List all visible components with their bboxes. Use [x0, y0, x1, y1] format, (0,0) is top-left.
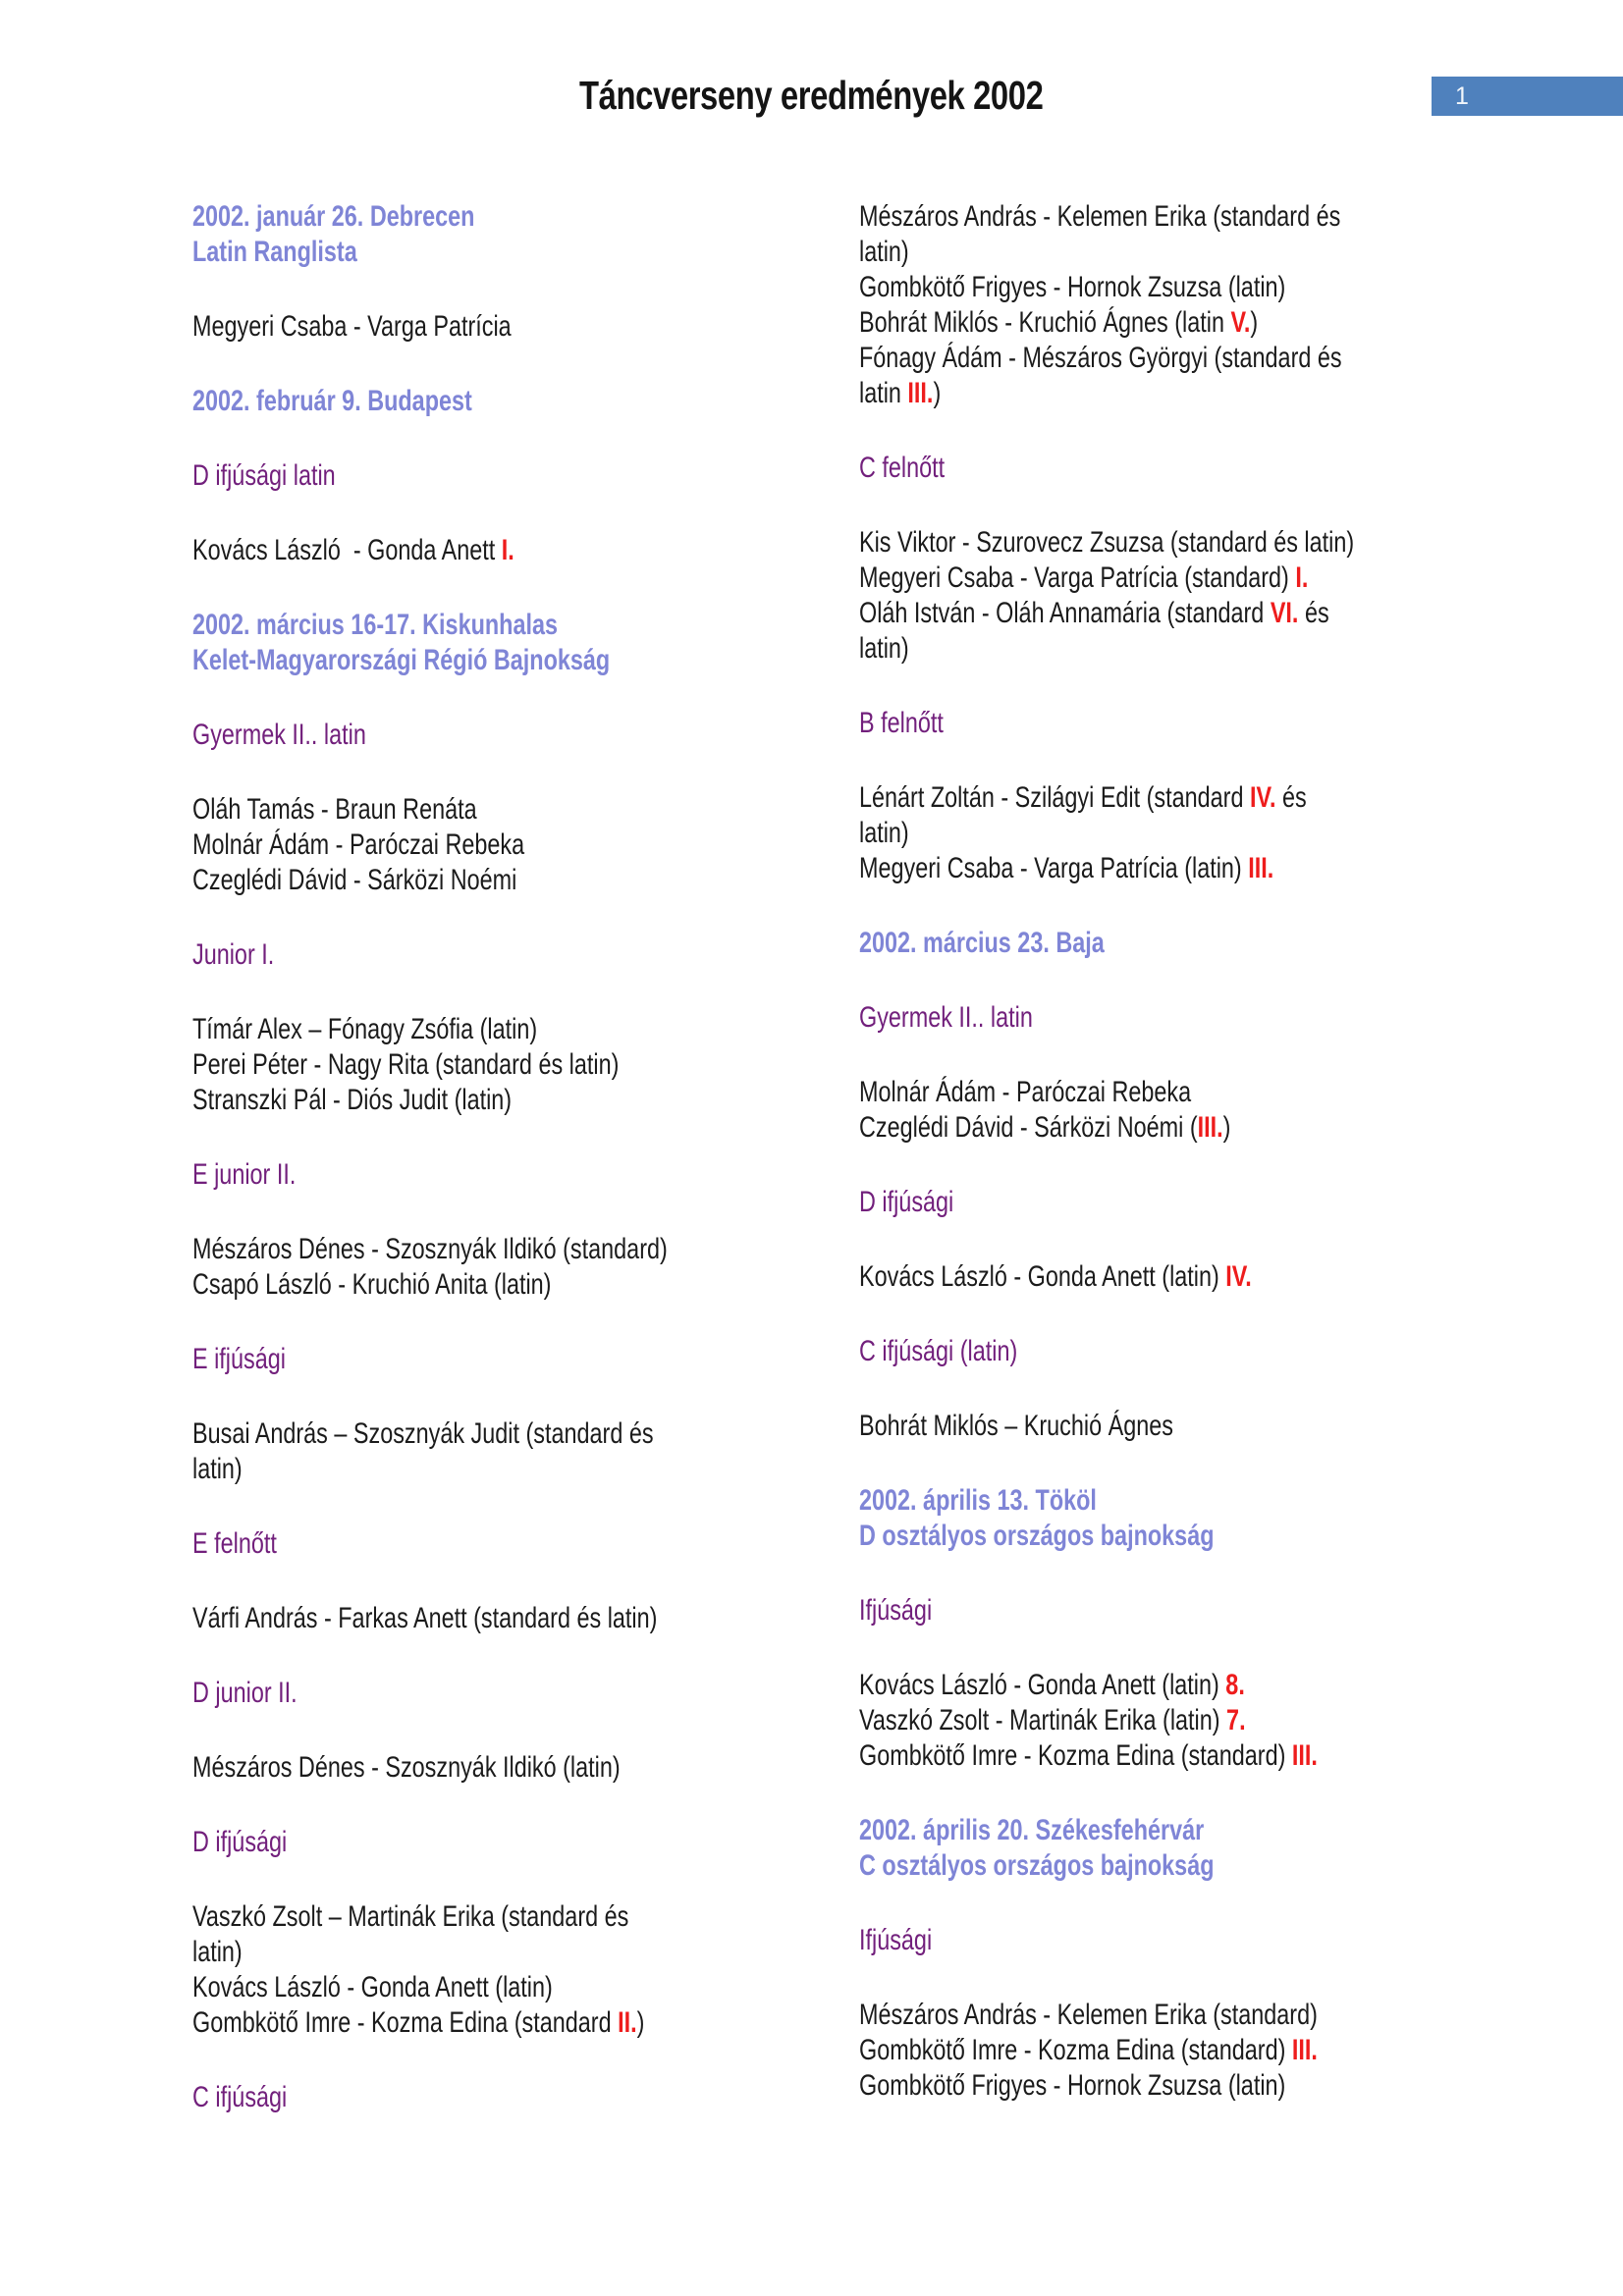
text-line	[859, 1110, 1445, 1146]
category-label	[192, 1825, 763, 1860]
page-number-badge	[1432, 77, 1623, 116]
event-heading	[859, 1813, 1445, 1884]
text-line	[859, 926, 1445, 961]
text-run: Mészáros Dénes - Szosznyák Ildikó (latin)	[192, 1751, 621, 1784]
text-run: D ifjúsági	[859, 1186, 954, 1218]
text-line	[859, 1519, 1445, 1554]
text-line	[859, 561, 1445, 596]
placement-result: III.	[907, 377, 934, 409]
text-line	[192, 1825, 763, 1860]
text-line	[859, 816, 1445, 851]
text-line	[192, 2005, 763, 2041]
text-line	[192, 1157, 763, 1193]
text-line	[192, 384, 763, 419]
text-line	[192, 1083, 763, 1118]
text-run: latin)	[859, 632, 909, 665]
text-run: Gombkötő Imre - Kozma Edina (standard)	[859, 2034, 1292, 2066]
text-line	[859, 1483, 1445, 1519]
category-label	[192, 458, 763, 494]
text-line	[859, 1738, 1445, 1774]
text-line	[192, 1970, 763, 2005]
text-line	[859, 199, 1445, 235]
results-group	[859, 1259, 1445, 1295]
text-line	[192, 643, 763, 678]
text-line	[859, 1185, 1445, 1220]
text-line	[192, 1416, 763, 1452]
text-run: )	[1222, 1111, 1231, 1144]
category-label	[859, 1185, 1445, 1220]
placement-result: VI.	[1270, 597, 1299, 629]
placement-result: 8.	[1225, 1669, 1245, 1701]
text-run: Oláh Tamás - Braun Renáta	[192, 793, 477, 826]
results-group	[859, 1075, 1445, 1146]
text-line	[192, 1601, 763, 1636]
results-group	[859, 1409, 1445, 1444]
text-run: Megyeri Csaba - Varga Patrícia (latin)	[859, 852, 1249, 884]
text-run: Kovács László - Gonda Anett (latin)	[192, 1971, 553, 2003]
text-line	[192, 1047, 763, 1083]
text-run: Molnár Ádám - Paróczai Rebeka	[859, 1076, 1192, 1108]
event-heading	[192, 199, 763, 270]
text-run: E ifjúsági	[192, 1343, 286, 1375]
placement-result: III.	[1248, 852, 1274, 884]
text-line	[192, 1899, 763, 1935]
placement-result: I.	[501, 534, 514, 566]
text-run: D ifjúsági latin	[192, 459, 336, 492]
category-label	[859, 1334, 1445, 1369]
text-run: Gyermek II.. latin	[859, 1001, 1033, 1034]
results-group	[859, 1668, 1445, 1774]
text-run: Stranszki Pál - Diós Judit (latin)	[192, 1084, 513, 1116]
text-line	[859, 451, 1445, 486]
text-run: )	[636, 2006, 645, 2039]
text-run: Czeglédi Dávid - Sárközi Noémi (	[859, 1111, 1198, 1144]
text-line	[859, 2068, 1445, 2104]
category-label	[192, 2080, 763, 2115]
category-label	[192, 1676, 763, 1711]
category-label	[192, 718, 763, 753]
text-run: Gyermek II.. latin	[192, 719, 366, 751]
text-run: Bohrát Miklós - Kruchió Ágnes (latin	[859, 306, 1231, 339]
text-run: 2002. április 13. Tököl	[859, 1484, 1097, 1517]
text-run: Mészáros András - Kelemen Erika (standard)	[859, 1999, 1318, 2031]
text-line	[859, 270, 1445, 305]
text-line	[192, 608, 763, 643]
text-line	[192, 718, 763, 753]
placement-result: III.	[1291, 1739, 1318, 1772]
document-title-text: Táncverseny eredmények 2002	[579, 73, 1044, 118]
results-group	[192, 1232, 763, 1303]
text-line	[859, 1923, 1445, 1958]
results-group	[192, 792, 763, 898]
text-line	[859, 341, 1445, 376]
text-run: Vaszkó Zsolt – Martinák Erika (standard és	[192, 1900, 629, 1933]
results-group	[859, 525, 1445, 667]
event-heading	[192, 608, 763, 678]
text-line	[859, 596, 1445, 631]
text-run: latin	[859, 377, 908, 409]
text-run: 2002. március 16-17. Kiskunhalas	[192, 609, 559, 641]
category-label	[192, 1157, 763, 1193]
text-line	[192, 1750, 763, 1786]
results-group	[192, 1750, 763, 1786]
text-run: Junior I.	[192, 938, 275, 971]
text-run: )	[933, 377, 942, 409]
text-line	[192, 1935, 763, 1970]
placement-result: V.	[1230, 306, 1251, 339]
text-run: Gombkötő Imre - Kozma Edina (standard	[192, 2006, 619, 2039]
results-group	[859, 780, 1445, 886]
text-run: Mészáros Dénes - Szosznyák Ildikó (standard)	[192, 1233, 668, 1265]
text-line	[859, 706, 1445, 741]
text-run: 2002. január 26. Debrecen	[192, 200, 475, 233]
placement-result: IV.	[1249, 781, 1276, 814]
text-run: Kovács László - Gonda Anett	[192, 534, 502, 566]
text-line	[859, 851, 1445, 886]
text-line	[859, 525, 1445, 561]
results-group	[859, 1998, 1445, 2104]
text-line	[192, 1342, 763, 1377]
text-line	[859, 1259, 1445, 1295]
text-run: C osztályos országos bajnokság	[859, 1849, 1215, 1882]
text-line	[859, 1813, 1445, 1848]
text-run: Busai András – Szosznyák Judit (standard és	[192, 1417, 654, 1450]
category-label	[859, 706, 1445, 741]
text-run: Csapó László - Kruchió Anita (latin)	[192, 1268, 552, 1301]
text-line	[192, 792, 763, 828]
category-label	[859, 451, 1445, 486]
text-run: E felnőtt	[192, 1527, 277, 1560]
text-run: 2002. március 23. Baja	[859, 927, 1105, 959]
text-run: latin)	[192, 1936, 243, 1968]
text-run: Latin Ranglista	[192, 236, 357, 268]
text-line	[192, 1452, 763, 1487]
text-run: 2002. február 9. Budapest	[192, 385, 472, 417]
text-line	[192, 1267, 763, 1303]
text-run: B felnőtt	[859, 707, 944, 739]
text-run: Várfi András - Farkas Anett (standard és latin)	[192, 1602, 658, 1634]
text-run: Kovács László - Gonda Anett (latin)	[859, 1260, 1226, 1293]
text-run: Kelet-Magyarországi Régió Bajnokság	[192, 644, 611, 676]
text-run: 2002. április 20. Székesfehérvár	[859, 1814, 1205, 1846]
text-line	[192, 863, 763, 898]
text-line	[859, 1000, 1445, 1036]
text-line	[859, 780, 1445, 816]
text-run: Czeglédi Dávid - Sárközi Noémi	[192, 864, 517, 896]
document-title	[0, 73, 1623, 119]
text-run: Tímár Alex – Fónagy Zsófia (latin)	[192, 1013, 538, 1045]
event-heading	[859, 1483, 1445, 1554]
text-run: Megyeri Csaba - Varga Patrícia	[192, 310, 512, 343]
placement-result: III.	[1197, 1111, 1223, 1144]
text-run: és	[1298, 597, 1329, 629]
text-run: Vaszkó Zsolt - Martinák Erika (latin)	[859, 1704, 1227, 1736]
text-line	[859, 1668, 1445, 1703]
text-line	[192, 309, 763, 345]
text-run: C ifjúsági (latin)	[859, 1335, 1018, 1367]
text-line	[192, 1676, 763, 1711]
placement-result: IV.	[1225, 1260, 1252, 1293]
text-run: C ifjúsági	[192, 2081, 288, 2113]
category-label	[192, 1342, 763, 1377]
text-run: Kovács László - Gonda Anett (latin)	[859, 1669, 1226, 1701]
text-run: )	[1250, 306, 1259, 339]
text-line	[192, 533, 763, 568]
text-run: D junior II.	[192, 1677, 298, 1709]
text-run: Ifjúsági	[859, 1924, 933, 1956]
results-group	[192, 309, 763, 345]
text-run: D osztályos országos bajnokság	[859, 1520, 1215, 1552]
text-line	[192, 937, 763, 973]
text-run: Gombkötő Frigyes - Hornok Zsuzsa (latin)	[859, 2069, 1286, 2102]
page-number: 1	[1455, 82, 1469, 110]
text-line	[859, 631, 1445, 667]
results-group	[859, 199, 1445, 411]
placement-result: I.	[1295, 561, 1309, 594]
text-run: D ifjúsági	[192, 1826, 288, 1858]
text-run: Bohrát Miklós – Kruchió Ágnes	[859, 1410, 1173, 1442]
results-group	[192, 533, 763, 568]
event-heading	[859, 926, 1445, 961]
text-run: latin)	[192, 1453, 243, 1485]
text-line	[192, 1232, 763, 1267]
text-run: Lénárt Zoltán - Szilágyi Edit (standard	[859, 781, 1250, 814]
text-line	[859, 1409, 1445, 1444]
placement-result: 7.	[1226, 1704, 1246, 1736]
text-line	[859, 376, 1445, 411]
text-line	[859, 1703, 1445, 1738]
text-line	[859, 1593, 1445, 1629]
event-heading	[192, 384, 763, 419]
text-run: Megyeri Csaba - Varga Patrícia (standard)	[859, 561, 1296, 594]
text-line	[859, 1998, 1445, 2033]
text-run: és	[1275, 781, 1307, 814]
text-run: C felnőtt	[859, 452, 946, 484]
text-line	[859, 305, 1445, 341]
text-run: E junior II.	[192, 1158, 297, 1191]
text-run: Perei Péter - Nagy Rita (standard és latin)	[192, 1048, 620, 1081]
text-run: Gombkötő Imre - Kozma Edina (standard)	[859, 1739, 1292, 1772]
category-label	[859, 1593, 1445, 1629]
category-label	[859, 1923, 1445, 1958]
text-line	[859, 1334, 1445, 1369]
results-group	[192, 1899, 763, 2041]
text-run: Fónagy Ádám - Mészáros Györgyi (standard és	[859, 342, 1342, 374]
text-run: Mészáros András - Kelemen Erika (standard és	[859, 200, 1341, 233]
text-line	[192, 235, 763, 270]
text-line	[192, 1012, 763, 1047]
category-label	[192, 937, 763, 973]
text-run: Ifjúsági	[859, 1594, 933, 1627]
text-run: latin)	[859, 236, 909, 268]
results-group	[192, 1416, 763, 1487]
text-line	[192, 2080, 763, 2115]
text-line	[859, 1848, 1445, 1884]
results-group	[192, 1601, 763, 1636]
results-group	[192, 1012, 763, 1118]
text-run: Kis Viktor - Szurovecz Zsuzsa (standard és latin)	[859, 526, 1355, 559]
text-run: latin)	[859, 817, 909, 849]
text-line	[859, 2033, 1445, 2068]
right-column	[859, 199, 1445, 2104]
text-line	[192, 828, 763, 863]
text-line	[859, 1075, 1445, 1110]
text-line	[192, 1526, 763, 1562]
category-label	[192, 1526, 763, 1562]
text-line	[192, 199, 763, 235]
text-line	[192, 458, 763, 494]
left-column	[192, 199, 763, 2115]
text-run: Molnár Ádám - Paróczai Rebeka	[192, 828, 525, 861]
text-run: Oláh István - Oláh Annamária (standard	[859, 597, 1271, 629]
text-line	[859, 235, 1445, 270]
text-run: Gombkötő Frigyes - Hornok Zsuzsa (latin)	[859, 271, 1286, 303]
placement-result: III.	[1291, 2034, 1318, 2066]
category-label	[859, 1000, 1445, 1036]
placement-result: II.	[618, 2006, 637, 2039]
